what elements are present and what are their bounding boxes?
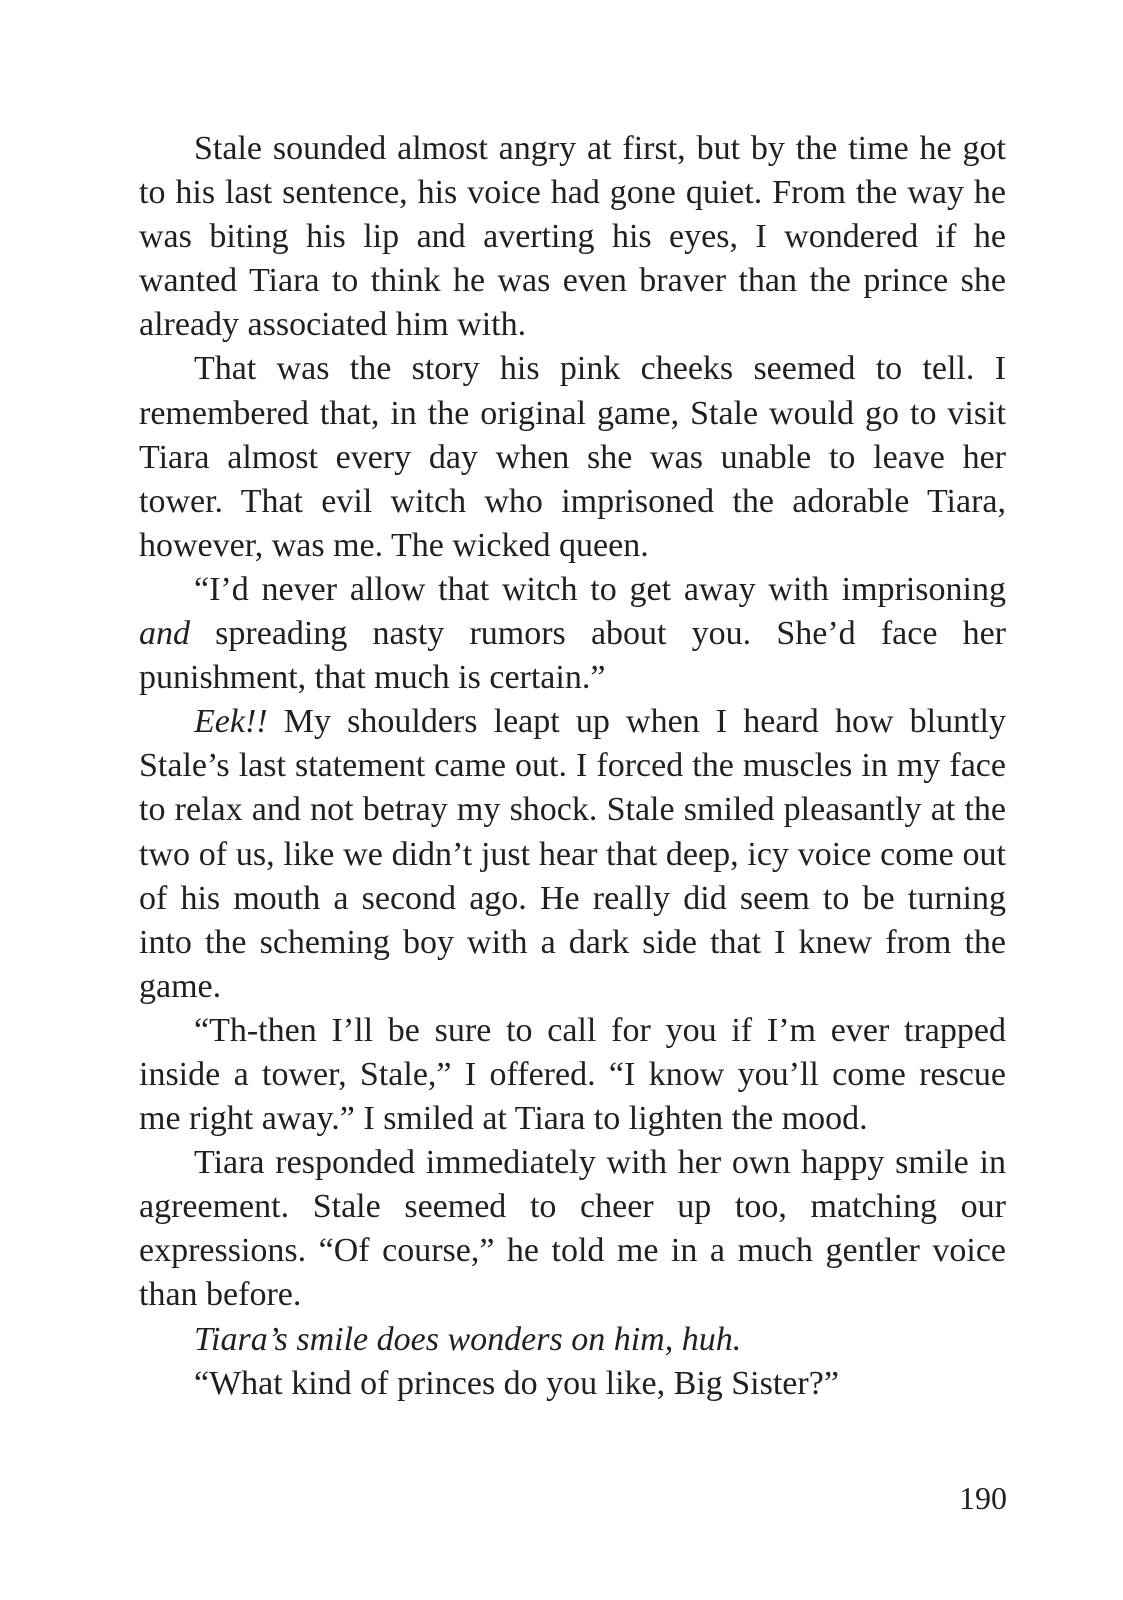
paragraph — [139, 127, 1006, 347]
paragraph — [139, 568, 1006, 700]
paragraph-text: spreading nasty rumors about you. She’d face her punishment, that much is certain.” — [139, 615, 1006, 697]
paragraph — [139, 1362, 1006, 1406]
paragraph-text: My shoulders leapt up when I heard how bluntly Stale’s last statement came out. I forced the muscles in my face to relax and not betray my shock. Stale smiled pleasantly at the two of us, like we didn’t just hear that deep, icy voice come out of his mouth a second ago. He really did seem to be turning into the scheming boy with a dark side that I knew from the game. — [139, 703, 1006, 1005]
paragraph-thought — [139, 1318, 1006, 1362]
paragraph — [139, 1009, 1006, 1141]
paragraph — [139, 347, 1006, 567]
body-text — [139, 127, 1006, 1406]
paragraph — [139, 1141, 1006, 1317]
emphasis-text: Eek!! — [194, 703, 268, 741]
paragraph-text: Stale sounded almost angry at first, but by the time he got to his last sentence, his voice had gone quiet. From the way he was biting his lip and averting his eyes, I wondered if he wanted Tiara to think he was even braver than the prince she already associated him with. — [139, 130, 1006, 344]
paragraph-text: Tiara responded immediately with her own happy smile in agreement. Stale seemed to cheer up too, matching our expressions. “Of course,” he told me in a much gentler voice than before. — [139, 1144, 1006, 1314]
paragraph-text: “What kind of princes do you like, Big Sister?” — [194, 1364, 839, 1402]
emphasis-text: Tiara’s smile does wonders on him, huh. — [194, 1320, 742, 1358]
page-number: 190 — [959, 1480, 1007, 1516]
paragraph-text: That was the story his pink cheeks seemed to tell. I remembered that, in the original game, Stale would go to visit Tiara almost every day when she was unable to leave her tower. That evil witch who imprisoned the adorable Tiara, however, was me. The wicked queen. — [139, 350, 1006, 564]
paragraph — [139, 700, 1006, 1009]
paragraph-text: “Th-then I’ll be sure to call for you if I’m ever trapped inside a tower, Stale,” I offered. “I know you’ll come rescue me right away.” I smiled at Tiara to lighten the mood. — [139, 1011, 1006, 1138]
paragraph-text: “I’d never allow that witch to get away with imprisoning — [194, 570, 1006, 608]
emphasis-text: and — [139, 615, 190, 653]
